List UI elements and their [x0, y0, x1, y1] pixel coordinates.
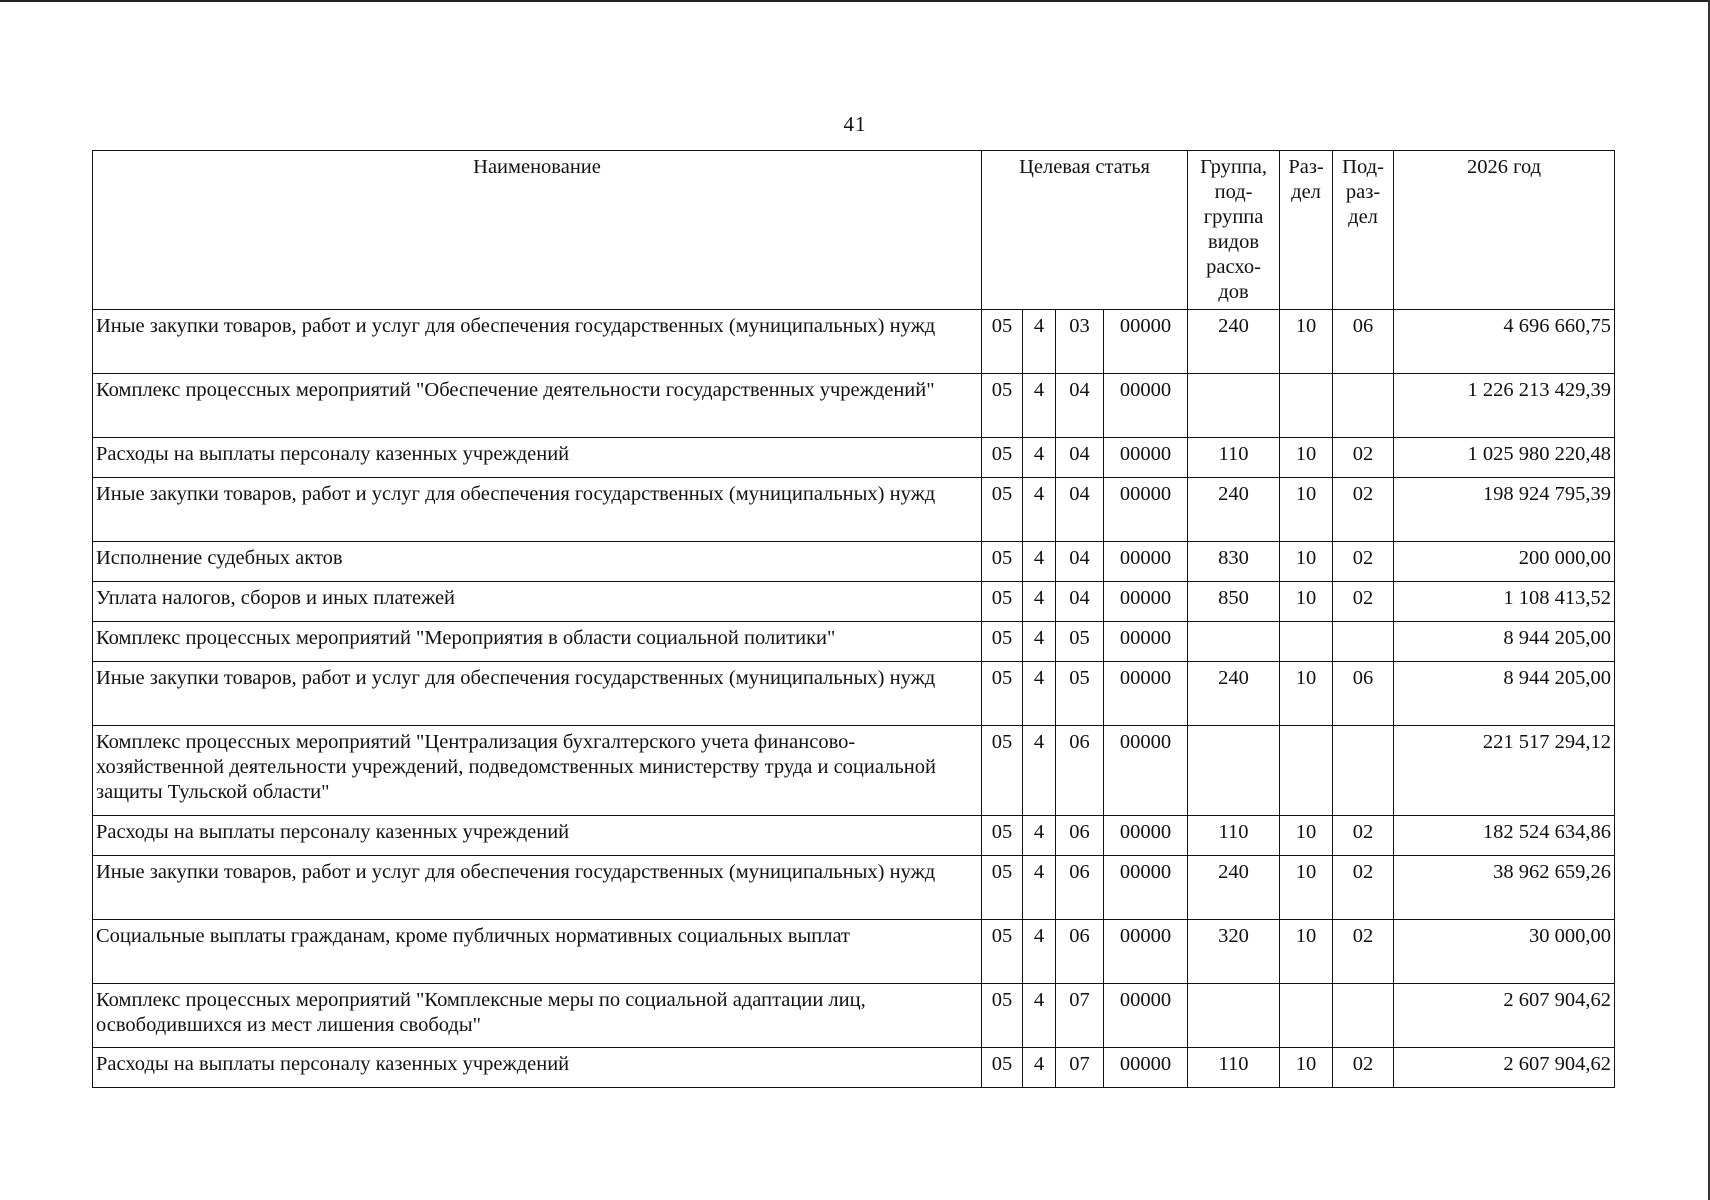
expense-group: 110	[1188, 438, 1280, 478]
target-complex: 04	[1056, 478, 1104, 542]
header-subsection: Под-раз-дел	[1333, 151, 1394, 310]
target-complex: 07	[1056, 1048, 1104, 1088]
section-code: 10	[1280, 542, 1333, 582]
subsection-code: 02	[1333, 856, 1394, 920]
target-program: 05	[982, 622, 1023, 662]
expense-group	[1188, 622, 1280, 662]
expense-group: 240	[1188, 310, 1280, 374]
expense-group: 110	[1188, 816, 1280, 856]
section-code	[1280, 726, 1333, 816]
amount-2026: 200 000,00	[1394, 542, 1615, 582]
target-program: 05	[982, 374, 1023, 438]
target-direction: 00000	[1104, 374, 1188, 438]
row-name: Иные закупки товаров, работ и услуг для обеспечения государственных (муниципальных) нужд	[93, 662, 982, 726]
section-code: 10	[1280, 816, 1333, 856]
table-row	[93, 582, 1615, 622]
amount-2026: 8 944 205,00	[1394, 622, 1615, 662]
scan-border-top	[0, 0, 1710, 2]
target-program: 05	[982, 438, 1023, 478]
expense-group	[1188, 726, 1280, 816]
header-section: Раз-дел	[1280, 151, 1333, 310]
target-complex: 03	[1056, 310, 1104, 374]
subsection-code: 02	[1333, 816, 1394, 856]
header-year: 2026 год	[1394, 151, 1615, 310]
amount-2026: 1 108 413,52	[1394, 582, 1615, 622]
target-direction: 00000	[1104, 310, 1188, 374]
target-program: 05	[982, 984, 1023, 1048]
target-direction: 00000	[1104, 438, 1188, 478]
target-complex: 06	[1056, 816, 1104, 856]
amount-2026: 1 025 980 220,48	[1394, 438, 1615, 478]
row-name: Уплата налогов, сборов и иных платежей	[93, 582, 982, 622]
target-type: 4	[1023, 816, 1056, 856]
target-type: 4	[1023, 622, 1056, 662]
amount-2026: 30 000,00	[1394, 920, 1615, 984]
row-name: Иные закупки товаров, работ и услуг для обеспечения государственных (муниципальных) нужд	[93, 310, 982, 374]
row-name: Иные закупки товаров, работ и услуг для обеспечения государственных (муниципальных) нужд	[93, 478, 982, 542]
amount-2026: 221 517 294,12	[1394, 726, 1615, 816]
target-type: 4	[1023, 478, 1056, 542]
table-row	[93, 310, 1615, 374]
target-type: 4	[1023, 984, 1056, 1048]
header-target-article: Целевая статья	[982, 151, 1188, 310]
table-row	[93, 856, 1615, 920]
amount-2026: 182 524 634,86	[1394, 816, 1615, 856]
table-row	[93, 920, 1615, 984]
subsection-code: 02	[1333, 1048, 1394, 1088]
target-program: 05	[982, 542, 1023, 582]
target-complex: 06	[1056, 856, 1104, 920]
section-code: 10	[1280, 478, 1333, 542]
section-code: 10	[1280, 1048, 1333, 1088]
amount-2026: 8 944 205,00	[1394, 662, 1615, 726]
subsection-code	[1333, 374, 1394, 438]
page-number: 41	[843, 112, 867, 136]
row-name: Комплекс процессных мероприятий "Мероприятия в области социальной политики"	[93, 622, 982, 662]
target-direction: 00000	[1104, 582, 1188, 622]
row-name: Комплекс процессных мероприятий "Комплексные меры по социальной адаптации лиц, освободившихся из мест лишения свободы"	[93, 984, 982, 1048]
row-name: Расходы на выплаты персоналу казенных учреждений	[93, 438, 982, 478]
target-complex: 04	[1056, 582, 1104, 622]
budget-table	[92, 150, 1615, 1088]
row-name: Комплекс процессных мероприятий "Обеспечение деятельности государственных учреждений"	[93, 374, 982, 438]
table-row	[93, 478, 1615, 542]
amount-2026: 198 924 795,39	[1394, 478, 1615, 542]
target-program: 05	[982, 310, 1023, 374]
header-expense-group: Группа, под-группа видов расхо-дов	[1188, 151, 1280, 310]
target-program: 05	[982, 856, 1023, 920]
section-code	[1280, 984, 1333, 1048]
table-row	[93, 374, 1615, 438]
table-header	[93, 151, 1615, 310]
target-direction: 00000	[1104, 662, 1188, 726]
table-row	[93, 622, 1615, 662]
target-direction: 00000	[1104, 856, 1188, 920]
row-name: Комплекс процессных мероприятий "Централизация бухгалтерского учета финансово-хозяйственной деятельности учреждений, подведомственных министерству труда и социальной защиты Тульской области"	[93, 726, 982, 816]
table-row	[93, 984, 1615, 1048]
expense-group	[1188, 374, 1280, 438]
subsection-code: 06	[1333, 662, 1394, 726]
table-row	[93, 662, 1615, 726]
target-program: 05	[982, 1048, 1023, 1088]
target-program: 05	[982, 726, 1023, 816]
target-complex: 07	[1056, 984, 1104, 1048]
subsection-code: 06	[1333, 310, 1394, 374]
subsection-code	[1333, 984, 1394, 1048]
expense-group: 830	[1188, 542, 1280, 582]
row-name: Исполнение судебных актов	[93, 542, 982, 582]
expense-group: 110	[1188, 1048, 1280, 1088]
subsection-code: 02	[1333, 478, 1394, 542]
expense-group: 240	[1188, 662, 1280, 726]
table-body	[93, 310, 1615, 1088]
target-type: 4	[1023, 920, 1056, 984]
target-type: 4	[1023, 374, 1056, 438]
target-type: 4	[1023, 582, 1056, 622]
subsection-code	[1333, 622, 1394, 662]
row-name: Социальные выплаты гражданам, кроме публичных нормативных социальных выплат	[93, 920, 982, 984]
target-complex: 06	[1056, 726, 1104, 816]
section-code: 10	[1280, 662, 1333, 726]
section-code: 10	[1280, 856, 1333, 920]
section-code: 10	[1280, 920, 1333, 984]
target-type: 4	[1023, 726, 1056, 816]
amount-2026: 1 226 213 429,39	[1394, 374, 1615, 438]
target-complex: 05	[1056, 622, 1104, 662]
target-type: 4	[1023, 856, 1056, 920]
expense-group: 850	[1188, 582, 1280, 622]
table-row	[93, 726, 1615, 816]
target-type: 4	[1023, 542, 1056, 582]
table-row	[93, 1048, 1615, 1088]
table-row	[93, 438, 1615, 478]
target-direction: 00000	[1104, 1048, 1188, 1088]
section-code: 10	[1280, 310, 1333, 374]
subsection-code	[1333, 726, 1394, 816]
target-direction: 00000	[1104, 984, 1188, 1048]
target-complex: 05	[1056, 662, 1104, 726]
section-code	[1280, 622, 1333, 662]
amount-2026: 4 696 660,75	[1394, 310, 1615, 374]
target-complex: 04	[1056, 542, 1104, 582]
target-direction: 00000	[1104, 622, 1188, 662]
section-code: 10	[1280, 582, 1333, 622]
expense-group: 240	[1188, 478, 1280, 542]
target-program: 05	[982, 816, 1023, 856]
target-program: 05	[982, 582, 1023, 622]
target-direction: 00000	[1104, 542, 1188, 582]
target-complex: 06	[1056, 920, 1104, 984]
target-program: 05	[982, 662, 1023, 726]
table-row	[93, 542, 1615, 582]
target-program: 05	[982, 478, 1023, 542]
subsection-code: 02	[1333, 920, 1394, 984]
target-complex: 04	[1056, 438, 1104, 478]
amount-2026: 38 962 659,26	[1394, 856, 1615, 920]
row-name: Расходы на выплаты персоналу казенных учреждений	[93, 1048, 982, 1088]
target-direction: 00000	[1104, 816, 1188, 856]
target-program: 05	[982, 920, 1023, 984]
target-type: 4	[1023, 310, 1056, 374]
row-name: Иные закупки товаров, работ и услуг для обеспечения государственных (муниципальных) нужд	[93, 856, 982, 920]
target-complex: 04	[1056, 374, 1104, 438]
target-direction: 00000	[1104, 478, 1188, 542]
row-name: Расходы на выплаты персоналу казенных учреждений	[93, 816, 982, 856]
subsection-code: 02	[1333, 542, 1394, 582]
expense-group: 240	[1188, 856, 1280, 920]
expense-group	[1188, 984, 1280, 1048]
section-code	[1280, 374, 1333, 438]
subsection-code: 02	[1333, 438, 1394, 478]
target-direction: 00000	[1104, 726, 1188, 816]
target-direction: 00000	[1104, 920, 1188, 984]
target-type: 4	[1023, 438, 1056, 478]
amount-2026: 2 607 904,62	[1394, 1048, 1615, 1088]
expense-group: 320	[1188, 920, 1280, 984]
amount-2026: 2 607 904,62	[1394, 984, 1615, 1048]
target-type: 4	[1023, 1048, 1056, 1088]
subsection-code: 02	[1333, 582, 1394, 622]
table-row	[93, 816, 1615, 856]
header-name: Наименование	[93, 151, 982, 310]
section-code: 10	[1280, 438, 1333, 478]
target-type: 4	[1023, 662, 1056, 726]
